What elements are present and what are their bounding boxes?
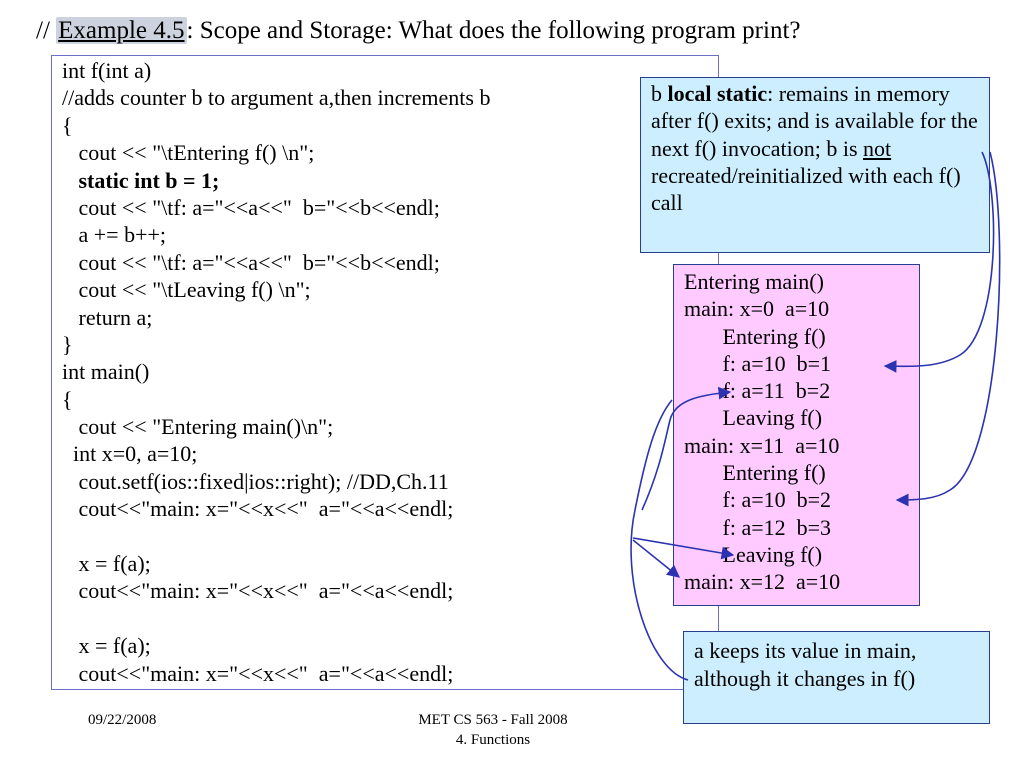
code-line: } xyxy=(62,331,73,357)
code-line: cout<<"main: x="<<x<<" a="<<a<<endl; xyxy=(62,660,454,686)
code-line: int x=0, a=10; xyxy=(62,441,198,467)
code-line: static int b = 1; xyxy=(62,167,220,193)
code-line: return a; xyxy=(62,304,153,330)
output-line: Entering f() xyxy=(684,460,826,486)
footer-course xyxy=(363,710,623,750)
code-line: cout.setf(ios::fixed|ios::right); //DD,Ch.11 xyxy=(62,468,449,494)
output-line: Leaving f() xyxy=(684,405,823,431)
output-line: Leaving f() xyxy=(684,541,823,567)
code-line: cout << "\tf: a="<<a<<" b="<<b<<endl; xyxy=(62,249,440,275)
footer-date: 09/22/2008 xyxy=(88,712,157,728)
code-line: int f(int a) xyxy=(62,58,152,83)
title-prefix: // xyxy=(36,17,57,44)
slide-title xyxy=(36,14,801,48)
output-line: f: a=12 b=3 xyxy=(684,514,832,540)
static-note-pre: b xyxy=(651,81,668,106)
code-line: //adds counter b to argument a,then increments b xyxy=(62,85,491,111)
code-line: x = f(a); xyxy=(62,551,151,577)
code-line: x = f(a); xyxy=(62,633,151,659)
code-line: cout << "\tEntering f() \n"; xyxy=(62,140,315,166)
footer-course-name: MET CS 563 - Fall 2008 xyxy=(418,712,568,728)
code-line: { xyxy=(62,386,73,412)
program-output-box xyxy=(673,264,920,606)
title-example-link[interactable]: Example 4.5 xyxy=(58,17,185,44)
code-line: cout<<"main: x="<<x<<" a="<<a<<endl; xyxy=(62,578,454,604)
title-rest: : Scope and Storage: What does the following program print? xyxy=(186,17,801,44)
output-line: main: x=11 a=10 xyxy=(684,432,840,458)
output-line: Entering f() xyxy=(684,323,826,349)
output-line: Entering main() xyxy=(684,269,824,294)
output-line: f: a=10 b=1 xyxy=(684,350,832,376)
output-line: f: a=10 b=2 xyxy=(684,487,832,513)
code-line: cout << "\tf: a="<<a<<" b="<<b<<endl; xyxy=(62,194,440,220)
code-line: { xyxy=(62,112,73,138)
output-line: main: x=0 a=10 xyxy=(684,296,830,322)
static-note xyxy=(640,77,990,253)
code-line: cout<<"main: x="<<x<<" a="<<a<<endl; xyxy=(62,496,454,522)
code-line: int main() xyxy=(62,359,150,385)
static-note-bold: local static xyxy=(667,81,768,106)
output-line: f: a=11 b=2 xyxy=(684,378,831,404)
variable-a-note: a keeps its value in main, although it changes in f() xyxy=(683,631,990,724)
code-line: cout << "Entering main()\n"; xyxy=(62,414,334,440)
static-note-post: recreated/reinitialized with each f() call xyxy=(651,162,961,216)
code-line: cout << "\tLeaving f() \n"; xyxy=(62,277,311,303)
static-note-underlined: not xyxy=(863,135,892,161)
code-line xyxy=(62,523,490,550)
code-line: a += b++; xyxy=(62,222,167,248)
static-note-mid: : remains in memory after f() exits; and is available for the next f() invocation; b is xyxy=(651,81,978,161)
output-line: main: x=12 a=10 xyxy=(684,569,841,595)
code-listing xyxy=(62,57,490,687)
code-line xyxy=(62,605,490,632)
footer-chapter: 4. Functions xyxy=(455,732,531,748)
